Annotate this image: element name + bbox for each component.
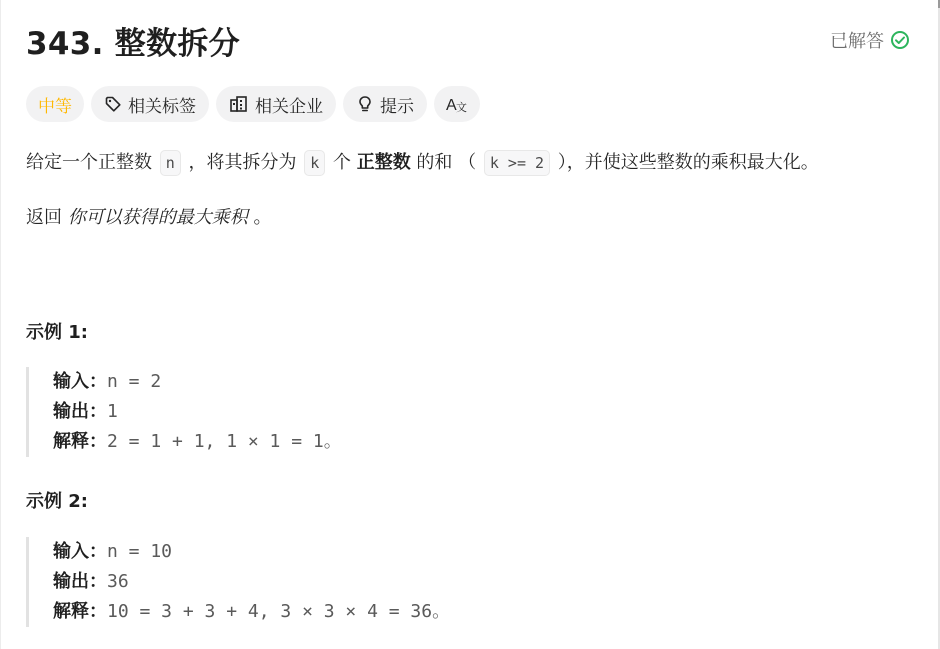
example-1-explanation bbox=[53, 427, 906, 457]
input-value: n = 10 bbox=[107, 541, 173, 562]
solved-status-label: 已解答 bbox=[830, 31, 884, 52]
input-label: 输入： bbox=[53, 541, 107, 562]
hint-label: 提示 bbox=[380, 96, 414, 117]
translate-button[interactable] bbox=[434, 86, 480, 122]
svg-text:文: 文 bbox=[456, 101, 467, 113]
explanation-value: 10 = 3 + 3 + 4, 3 × 3 × 4 = 36。 bbox=[107, 601, 451, 622]
example-1-title: 示例 1: bbox=[26, 322, 88, 343]
example-1-input bbox=[53, 367, 906, 397]
check-circle-icon bbox=[890, 30, 910, 50]
difficulty-label: 中等 bbox=[38, 96, 72, 117]
desc-text: 的和 （ bbox=[410, 152, 482, 173]
example-2-input bbox=[53, 537, 906, 567]
related-companies-button[interactable] bbox=[216, 86, 336, 122]
explanation-label: 解释： bbox=[53, 601, 107, 622]
hint-button[interactable] bbox=[343, 86, 427, 122]
explanation-label: 解释： bbox=[53, 431, 107, 452]
output-value: 36 bbox=[107, 571, 129, 592]
desc-text: ），并使这些整数的乘积最大化。 bbox=[552, 152, 819, 173]
input-value: n = 2 bbox=[107, 371, 162, 392]
solved-status bbox=[830, 27, 910, 53]
example-2-explanation bbox=[53, 597, 906, 627]
desc-text: 个 bbox=[327, 152, 357, 173]
translate-icon bbox=[446, 95, 468, 113]
output-label: 输出： bbox=[53, 571, 107, 592]
example-2-title: 示例 2: bbox=[26, 491, 88, 512]
inline-code-k: k bbox=[304, 150, 325, 176]
tag-icon bbox=[104, 95, 122, 113]
inline-code-n: n bbox=[160, 150, 181, 176]
description-paragraph bbox=[26, 146, 926, 180]
left-border bbox=[0, 0, 1, 649]
related-companies-label: 相关企业 bbox=[255, 96, 323, 117]
tag-bar bbox=[26, 86, 480, 122]
example-2-block bbox=[26, 537, 906, 627]
output-value: 1 bbox=[107, 401, 118, 422]
difficulty-tag[interactable] bbox=[26, 86, 84, 122]
building-icon bbox=[229, 95, 249, 113]
problem-title: 343. 整数拆分 bbox=[26, 26, 240, 62]
desc-text: 返回 bbox=[26, 207, 68, 228]
desc-text: ，将其拆分为 bbox=[182, 152, 303, 173]
related-tags-label: 相关标签 bbox=[128, 96, 196, 117]
svg-text:A: A bbox=[446, 97, 457, 113]
inline-code-condition: k >= 2 bbox=[484, 150, 550, 176]
return-paragraph bbox=[26, 203, 271, 233]
lightbulb-icon bbox=[356, 95, 374, 113]
example-1-output bbox=[53, 397, 906, 427]
example-1-block bbox=[26, 367, 906, 457]
explanation-value: 2 = 1 + 1, 1 × 1 = 1。 bbox=[107, 431, 342, 452]
desc-strong: 正整数 bbox=[356, 152, 411, 173]
desc-text: 。 bbox=[247, 207, 272, 228]
input-label: 输入： bbox=[53, 371, 107, 392]
desc-emphasis: 你可以获得的最大乘积 bbox=[67, 207, 248, 228]
desc-text: 给定一个正整数 bbox=[26, 152, 158, 173]
output-label: 输出： bbox=[53, 401, 107, 422]
related-tags-button[interactable] bbox=[91, 86, 209, 122]
example-2-output bbox=[53, 567, 906, 597]
